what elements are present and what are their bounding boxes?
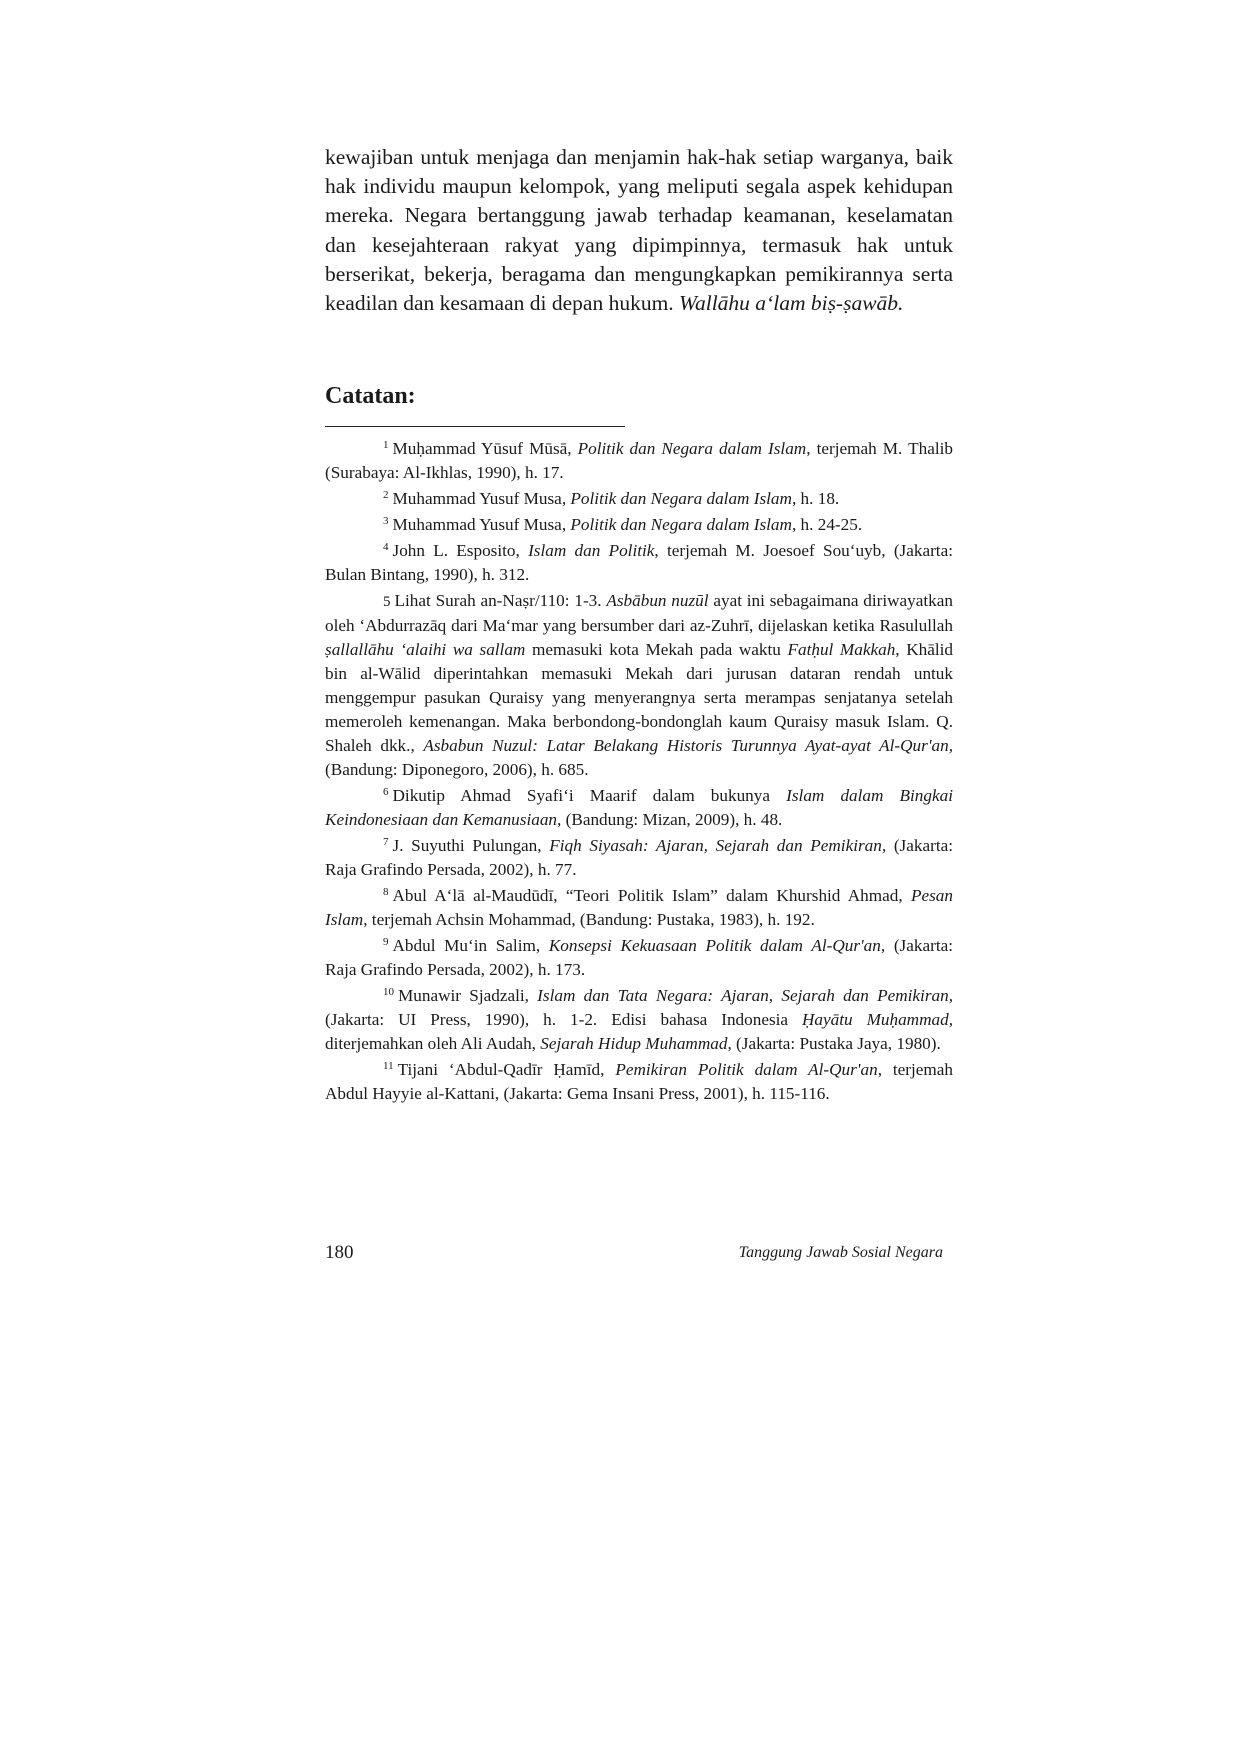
footnote-11 (325, 1058, 953, 1106)
footnote-1 (325, 437, 953, 485)
footnote-text: J. Suyuthi Pulungan, (392, 836, 550, 856)
footnote-number: 9 (383, 936, 389, 949)
footnote-text: Dikutip Ahmad Syafi‘i Maarif dalam bukunya (392, 786, 787, 806)
footnote-title: Ḥayātu Muḥammad, (802, 1010, 953, 1030)
footnote-text: Abul A‘lā al-Maudūdī, “Teori Politik Islam” dalam Khurshid Ahmad, (392, 886, 911, 906)
footnote-title: Asbābun nuzūl (606, 591, 709, 611)
footnote-title: Konsepsi Kekuasaan Politik dalam Al-Qur'an, (548, 936, 886, 956)
footnote-title: Politik dan Negara dalam Islam (570, 489, 792, 509)
footnote-number: 10 (383, 986, 394, 999)
footnote-text: Lihat Surah an-Naṣr/110: 1-3. (394, 591, 607, 611)
footnote-5 (325, 589, 953, 782)
footnote-6 (325, 784, 953, 832)
footnote-number: 8 (383, 886, 389, 899)
footnote-7 (325, 834, 953, 882)
footnote-text: , terjemah Achsin Mohammad, (Bandung: Pustaka, 1983), h. 192. (363, 910, 815, 930)
footnote-text: (Jakarta: Raja Grafindo Persada, 2002), h. 173. (325, 936, 953, 980)
closing-phrase: Wallāhu a‘lam biṣ-ṣawāb. (679, 291, 904, 316)
footnote-title: Asbabun Nuzul: Latar Belakang Historis Turunnya Ayat-ayat Al-Qur'an, (423, 736, 953, 756)
footnote-title: Fiqh Siyasah: Ajaran, Sejarah dan Pemikiran, (549, 836, 887, 856)
notes-heading: Catatan: (325, 383, 416, 410)
footnote-text: , Khālid bin al-Wālid diperintahkan memasuki Mekah dari jurusan dataran rendah untuk menggempur pasukan Quraisy yang menyerangnya serta merampas senjatanya setelah memeroleh kemenangan. Maka berbondong-bondonglah kaum Quraisy masuk Islam. Q. Shaleh dkk., (325, 640, 953, 756)
footnote-title: Sejarah Hidup Muhammad (540, 1034, 728, 1054)
footnote-title: Islam dan Politik (528, 541, 655, 561)
footnote-title: Islam dan Tata Negara: Ajaran, Sejarah dan Pemikiran, (537, 986, 953, 1006)
footnote-title: Islam dalam Bingkai Keindonesiaan dan Kemanusiaan, (325, 786, 953, 830)
footnote-list (325, 437, 953, 1106)
footnote-title: Fatḥul Makkah (787, 640, 896, 660)
footnote-text: (Bandung: Diponegoro, 2006), h. 685. (325, 760, 589, 780)
footnote-text: John L. Esposito, (392, 541, 529, 561)
footnote-text: diterjemahkan oleh Ali Audah, (325, 1034, 541, 1054)
footnote-title: Politik dan Negara dalam Islam (577, 439, 807, 459)
footnote-text: Muhammad Yusuf Musa, (392, 489, 571, 509)
page-content (325, 143, 953, 1108)
footnote-number: 3 (383, 515, 389, 528)
footnote-number: 1 (383, 439, 389, 452)
footnote-text: (Jakarta: UI Press, 1990), h. 1-2. Edisi bahasa Indonesia (325, 1010, 803, 1030)
footnote-text: Muḥammad Yūsuf Mūsā, (392, 439, 578, 459)
footnote-number: 11 (383, 1060, 394, 1073)
footnote-text: Abdul Mu‘in Salim, (392, 936, 549, 956)
footnote-divider (325, 426, 625, 427)
footnote-text: , (Jakarta: Pustaka Jaya, 1980). (727, 1034, 941, 1054)
footnote-text: , terjemah M. Joesoef Sou‘uyb, (Jakarta: Bulan Bintang, 1990), h. 312. (325, 541, 953, 585)
footnote-text: Munawir Sjadzali, (398, 986, 538, 1006)
footnote-text: , h. 18. (791, 489, 840, 509)
footnote-title: Pesan Islam (325, 886, 953, 930)
footnote-title: ṣallallāhu ‘alaihi wa sallam (325, 640, 526, 660)
running-title: Tanggung Jawab Sosial Negara (738, 1244, 943, 1261)
footnote-text: Tijani ‘Abdul-Qadīr Ḥamīd, (397, 1060, 616, 1080)
footnote-number: 5 (383, 594, 391, 611)
footnote-2 (325, 487, 953, 511)
footnote-text: Muhammad Yusuf Musa, (392, 515, 571, 535)
footnote-number: 4 (383, 541, 389, 554)
footnote-text: , terjemah Abdul Hayyie al-Kattani, (Jakarta: Gema Insani Press, 2001), h. 115-116. (325, 1060, 954, 1104)
footnote-3 (325, 513, 953, 537)
footnote-text: , terjemah M. Thalib (Surabaya: Al-Ikhlas, 1990), h. 17. (325, 439, 953, 483)
footnote-10 (325, 984, 953, 1056)
footnote-text: memasuki kota Mekah pada waktu (525, 640, 788, 660)
footnote-text: , h. 24-25. (791, 515, 863, 535)
page-number: 180 (325, 1242, 354, 1263)
footnote-text: (Bandung: Mizan, 2009), h. 48. (561, 810, 783, 830)
footnote-number: 2 (383, 489, 389, 502)
body-text: kewajiban untuk menjaga dan menjamin hak-hak setiap warganya, baik hak individu maupun kelompok, yang meliputi segala aspek kehidupan mereka. Negara bertanggung jawab terhadap keamanan, keselamatan dan kesejahteraan rakyat yang dipimpinnya, termasuk hak untuk berserikat, bekerja, beragama dan mengungkapkan pemikirannya serta keadilan dan kesamaan di depan hukum. (325, 145, 953, 316)
footnote-number: 7 (383, 836, 389, 849)
footnote-text: (Jakarta: Raja Grafindo Persada, 2002), h. 77. (325, 836, 953, 880)
footnote-4 (325, 539, 953, 587)
body-paragraph (325, 143, 953, 318)
footnote-number: 6 (383, 786, 389, 799)
footnote-9 (325, 934, 953, 982)
footnote-title: Pemikiran Politik dalam Al-Qur'an (615, 1060, 878, 1080)
footnote-8 (325, 884, 953, 932)
footnote-title: Politik dan Negara dalam Islam (570, 515, 792, 535)
footnote-text: ayat ini sebagaimana diriwayatkan oleh ‘Abdurrazāq dari Ma‘mar yang bersumber dari az-Zuhrī, dijelaskan ketika Rasulullah (325, 591, 953, 636)
